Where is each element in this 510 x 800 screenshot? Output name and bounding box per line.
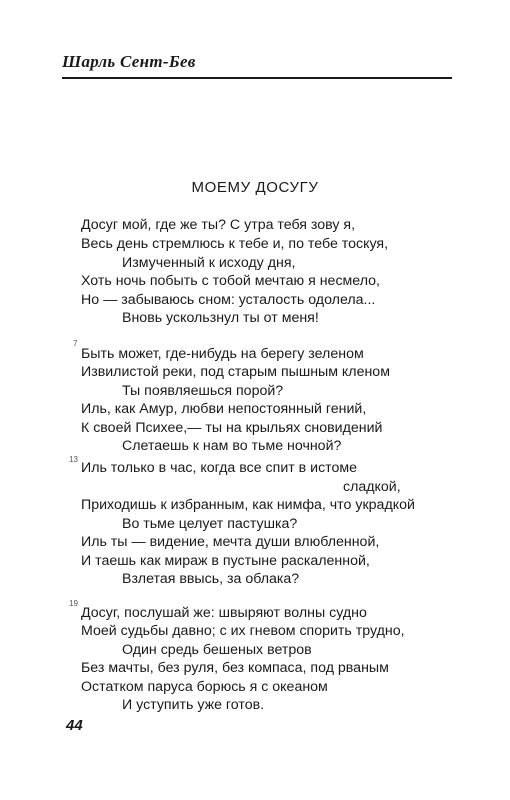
poem-line: Остатком паруса борюсь я с океаном [81, 679, 328, 695]
poem-line: Моей судьбы давно; с их гневом спорить трудно, [81, 623, 405, 639]
poem-line: И уступить уже готов. [122, 697, 265, 713]
poem-line: К своей Психее,— ты на крыльях сновидений [81, 420, 383, 436]
poem-line: Иль только в час, когда все спит в истоме [81, 460, 358, 476]
line-number: 7 [73, 339, 78, 348]
line-number: 19 [69, 599, 78, 608]
poem-line: Весь день стремлюсь к тебе и, по тебе тоскуя, [81, 236, 389, 252]
poem-line: Вновь ускользнул ты от меня! [122, 310, 319, 326]
poem-line: Извилистой реки, под старым пышным кленом [81, 364, 390, 380]
poem-line: сладкой, [343, 479, 401, 495]
poem-line: И таешь как мираж в пустыне раскаленной, [81, 553, 370, 569]
poem-line: Слетаешь к нам во тьме ночной? [122, 438, 342, 454]
poem-line: Иль ты — видение, мечта души влюбленной, [81, 534, 380, 550]
poem-line: Хоть ночь побыть с тобой мечтаю я несмело, [81, 273, 380, 289]
poem-line: Во тьме целует пастушка? [122, 516, 298, 532]
poem-line: Быть может, где-нибудь на берегу зеленом [81, 346, 364, 362]
poem-line: Взлетая ввысь, за облака? [122, 571, 300, 587]
poem-line: Досуг мой, где же ты? С утра тебя зову я, [81, 217, 356, 233]
poem-line: Но — забываюсь сном: усталость одолела... [81, 292, 376, 308]
poem-line: Измученный к исходу дня, [122, 255, 296, 271]
poem-line: Досуг, послушай же: швыряют волны судно [81, 605, 367, 621]
poem-line: Приходишь к избранным, как нимфа, что украдкой [81, 497, 415, 513]
poem-line: Без мачты, без руля, без компаса, под рваным [81, 660, 389, 676]
poem-line: Иль, как Амур, любви непостоянный гений, [81, 401, 367, 417]
poem-line: Один средь бешеных ветров [122, 642, 312, 658]
header-rule [62, 77, 452, 79]
page-number: 44 [66, 717, 83, 734]
poem-title: МОЕМУ ДОСУГУ [191, 179, 319, 196]
running-head: Шарль Сент-Бев [62, 52, 196, 71]
poem-line: Ты появляешься порой? [122, 383, 284, 399]
line-number: 13 [69, 455, 78, 464]
